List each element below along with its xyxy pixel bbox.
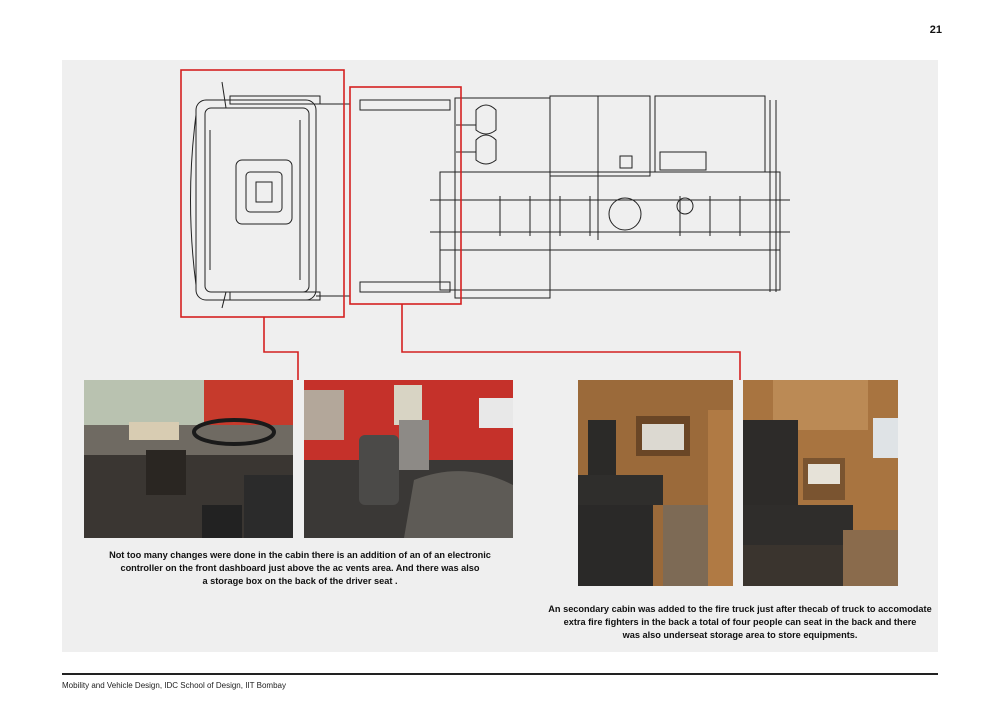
secondary-caption-line-1: An secondary cabin was added to the fire truck just after thecab of truck to accomodate — [548, 604, 932, 614]
secondary-caption-line-2: extra fire fighters in the back a total of four people can seat in the back and there — [563, 617, 917, 627]
dashboard-photo — [84, 380, 293, 538]
page-number: 21 — [929, 24, 942, 36]
cabin-seats-photo — [304, 380, 513, 538]
cabin-caption — [100, 549, 500, 588]
cabin-caption-line-1: Not too many changes were done in the cabin there is an addition of an of an electronic — [109, 550, 491, 560]
cabin-caption-line-2: controller on the front dashboard just above the ac vents area. And there was also — [120, 563, 480, 573]
secondary-cabin-caption — [540, 603, 940, 642]
secondary-caption-line-3: was also underseat storage area to store equipments. — [622, 630, 858, 640]
cabin-caption-line-3: a storage box on the back of the driver seat . — [202, 576, 398, 586]
secondary-cabin-photo-2 — [743, 380, 898, 586]
secondary-cabin-photo-1 — [578, 380, 733, 586]
footer-divider — [62, 673, 938, 675]
footer-text: Mobility and Vehicle Design, IDC School of Design, IIT Bombay — [62, 681, 286, 690]
